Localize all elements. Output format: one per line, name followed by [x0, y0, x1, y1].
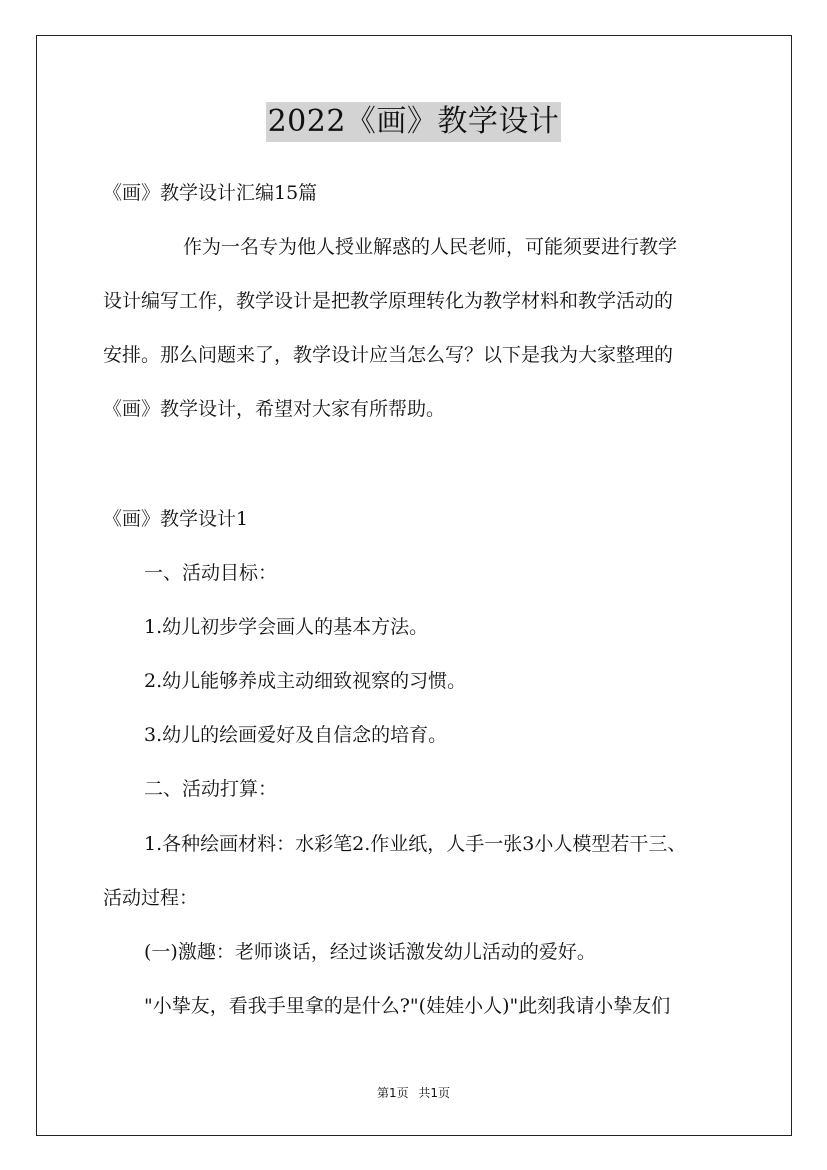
- body-line-6: 1.各种绘画材料：水彩笔2.作业纸，人手一张3小人模型若干三、: [144, 833, 687, 855]
- section-heading: 《画》教学设计1: [103, 508, 249, 530]
- title-block: [0, 102, 827, 142]
- page-total: 共1页: [418, 1086, 451, 1100]
- intro-line-1: 作为一名专为他人授业解惑的人民老师，可能须要进行教学: [183, 236, 678, 258]
- intro-line-4: 《画》教学设计，希望对大家有所帮助。: [103, 398, 446, 420]
- body-line-7: 活动过程：: [103, 887, 199, 909]
- body-line-2: 1.幼儿初步学会画人的基本方法。: [144, 616, 429, 638]
- intro-line-2: 设计编写工作，教学设计是把教学原理转化为教学材料和教学活动的: [103, 290, 674, 312]
- body-line-3: 2.幼儿能够养成主动细致视察的习惯。: [144, 670, 467, 692]
- page-number: 第1页: [376, 1086, 409, 1100]
- body-line-9: "小挚友，看我手里拿的是什么?"(娃娃小人)"此刻我请小挚友们: [144, 995, 671, 1017]
- body-line-1: 一、活动目标：: [144, 562, 278, 584]
- document-title: 2022《画》教学设计: [266, 102, 562, 142]
- body-line-4: 3.幼儿的绘画爱好及自信念的培育。: [144, 724, 448, 746]
- page-footer: [0, 1085, 827, 1101]
- document-subtitle: 《画》教学设计汇编15篇: [103, 182, 318, 204]
- body-line-8: (一)激趣：老师谈话，经过谈话激发幼儿活动的爱好。: [144, 941, 596, 963]
- intro-line-3: 安排。那么问题来了，教学设计应当怎么写？以下是我为大家整理的: [103, 344, 674, 366]
- body-line-5: 二、活动打算：: [144, 778, 278, 800]
